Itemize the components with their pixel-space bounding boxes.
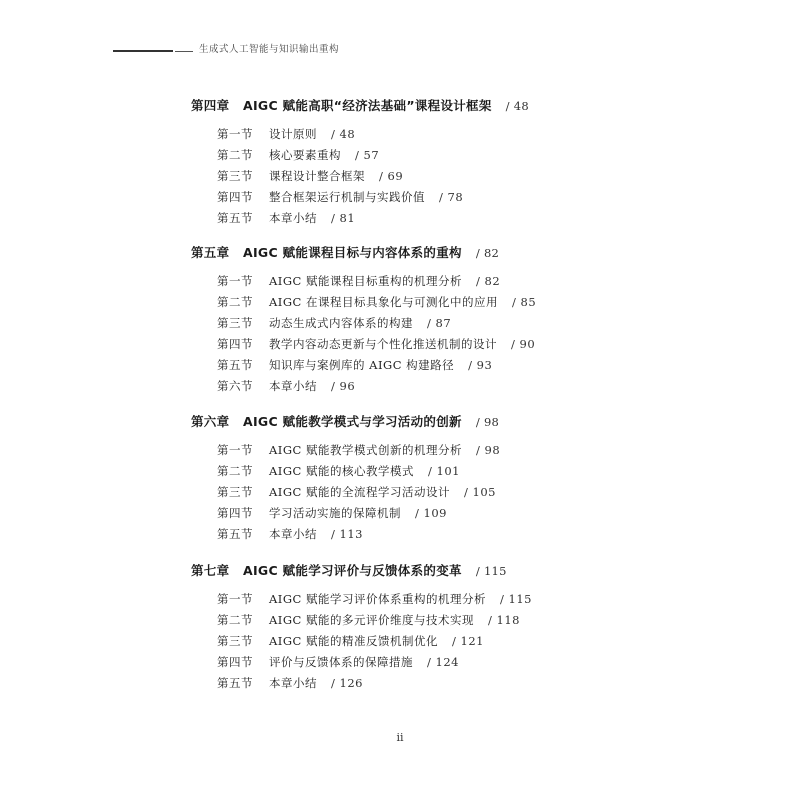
section-number: 第六节: [217, 379, 253, 393]
chapter-heading: [191, 243, 499, 261]
section-title: AIGC 赋能课程目标重构的机理分析: [269, 274, 462, 288]
section-page-ref: / 126: [331, 676, 363, 690]
chapter-title: AIGC 赋能学习评价与反馈体系的变革: [243, 563, 462, 578]
chapter-heading: [191, 96, 529, 114]
page-number: ii: [396, 731, 404, 744]
section-page-ref: / 48: [331, 127, 356, 141]
section-title: AIGC 赋能的核心教学模式: [269, 464, 414, 478]
running-head: [113, 41, 339, 55]
section-entry: [217, 210, 355, 226]
section-number: 第四节: [217, 655, 253, 669]
running-head-title: 生成式人工智能与知识输出重构: [199, 44, 340, 55]
section-number: 第五节: [217, 676, 253, 690]
section-number: 第四节: [217, 190, 253, 204]
section-title: 核心要素重构: [269, 148, 341, 162]
section-page-ref: / 124: [427, 655, 459, 669]
chapter-number: 第四章: [191, 98, 230, 113]
header-rule-thick: [113, 50, 173, 52]
section-page-ref: / 113: [331, 527, 363, 541]
section-number: 第一节: [217, 443, 253, 457]
section-number: 第一节: [217, 592, 253, 606]
section-number: 第二节: [217, 295, 253, 309]
chapter-heading: [191, 412, 499, 430]
section-entry: [217, 315, 451, 331]
section-entry: [217, 273, 500, 289]
section-entry: [217, 505, 447, 521]
section-entry: [217, 591, 532, 607]
header-rule-thin: [175, 51, 193, 52]
section-page-ref: / 121: [452, 634, 484, 648]
section-title: 整合框架运行机制与实践价值: [269, 190, 425, 204]
chapter-number: 第七章: [191, 563, 230, 578]
section-page-ref: / 118: [488, 613, 520, 627]
section-number: 第三节: [217, 634, 253, 648]
section-number: 第二节: [217, 464, 253, 478]
section-title: AIGC 赋能学习评价体系重构的机理分析: [269, 592, 486, 606]
section-title: 学习活动实施的保障机制: [269, 506, 401, 520]
section-title: 课程设计整合框架: [269, 169, 365, 183]
section-entry: [217, 147, 379, 163]
section-entry: [217, 526, 363, 542]
section-page-ref: / 82: [476, 274, 501, 288]
section-entry: [217, 442, 500, 458]
section-page-ref: / 93: [468, 358, 493, 372]
section-entry: [217, 463, 460, 479]
section-number: 第五节: [217, 211, 253, 225]
section-page-ref: / 98: [476, 443, 501, 457]
chapter-page-ref: / 82: [475, 246, 500, 260]
section-entry: [217, 126, 355, 142]
section-page-ref: / 109: [415, 506, 447, 520]
section-number: 第二节: [217, 148, 253, 162]
section-entry: [217, 612, 520, 628]
section-number: 第三节: [217, 485, 253, 499]
section-title: AIGC 在课程目标具象化与可测化中的应用: [269, 295, 498, 309]
chapter-page-ref: / 98: [475, 415, 500, 429]
section-number: 第三节: [217, 316, 253, 330]
chapter-title: AIGC 赋能高职“经济法基础”课程设计框架: [243, 98, 492, 113]
chapter-title: AIGC 赋能教学模式与学习活动的创新: [243, 414, 462, 429]
section-entry: [217, 633, 484, 649]
section-entry: [217, 378, 355, 394]
chapter-number: 第六章: [191, 414, 230, 429]
section-number: 第一节: [217, 274, 253, 288]
section-title: 教学内容动态更新与个性化推送机制的设计: [269, 337, 497, 351]
chapter-page-ref: / 115: [475, 564, 507, 578]
section-entry: [217, 294, 536, 310]
chapter-heading: [191, 561, 507, 579]
section-number: 第二节: [217, 613, 253, 627]
section-page-ref: / 78: [439, 190, 464, 204]
section-title: AIGC 赋能的全流程学习活动设计: [269, 485, 450, 499]
section-page-ref: / 96: [331, 379, 356, 393]
section-entry: [217, 168, 403, 184]
section-entry: [217, 654, 459, 670]
section-title: 本章小结: [269, 527, 317, 541]
section-title: 知识库与案例库的 AIGC 构建路径: [269, 358, 455, 372]
section-entry: [217, 484, 496, 500]
section-page-ref: / 57: [355, 148, 380, 162]
section-number: 第四节: [217, 506, 253, 520]
chapter-title: AIGC 赋能课程目标与内容体系的重构: [243, 245, 462, 260]
section-number: 第五节: [217, 527, 253, 541]
section-number: 第四节: [217, 337, 253, 351]
section-page-ref: / 115: [500, 592, 532, 606]
section-title: 设计原则: [269, 127, 317, 141]
section-title: 评价与反馈体系的保障措施: [269, 655, 413, 669]
section-page-ref: / 81: [331, 211, 356, 225]
section-page-ref: / 101: [428, 464, 460, 478]
section-number: 第五节: [217, 358, 253, 372]
section-title: AIGC 赋能教学模式创新的机理分析: [269, 443, 462, 457]
chapter-page-ref: / 48: [505, 99, 530, 113]
section-entry: [217, 357, 492, 373]
section-title: 动态生成式内容体系的构建: [269, 316, 413, 330]
section-entry: [217, 675, 363, 691]
section-title: 本章小结: [269, 379, 317, 393]
section-title: AIGC 赋能的多元评价维度与技术实现: [269, 613, 474, 627]
section-entry: [217, 336, 535, 352]
section-title: 本章小结: [269, 676, 317, 690]
section-entry: [217, 189, 463, 205]
section-number: 第三节: [217, 169, 253, 183]
section-title: 本章小结: [269, 211, 317, 225]
section-page-ref: / 69: [379, 169, 404, 183]
section-title: AIGC 赋能的精准反馈机制优化: [269, 634, 438, 648]
section-page-ref: / 85: [512, 295, 537, 309]
section-number: 第一节: [217, 127, 253, 141]
chapter-number: 第五章: [191, 245, 230, 260]
section-page-ref: / 87: [427, 316, 452, 330]
section-page-ref: / 105: [464, 485, 496, 499]
section-page-ref: / 90: [511, 337, 536, 351]
